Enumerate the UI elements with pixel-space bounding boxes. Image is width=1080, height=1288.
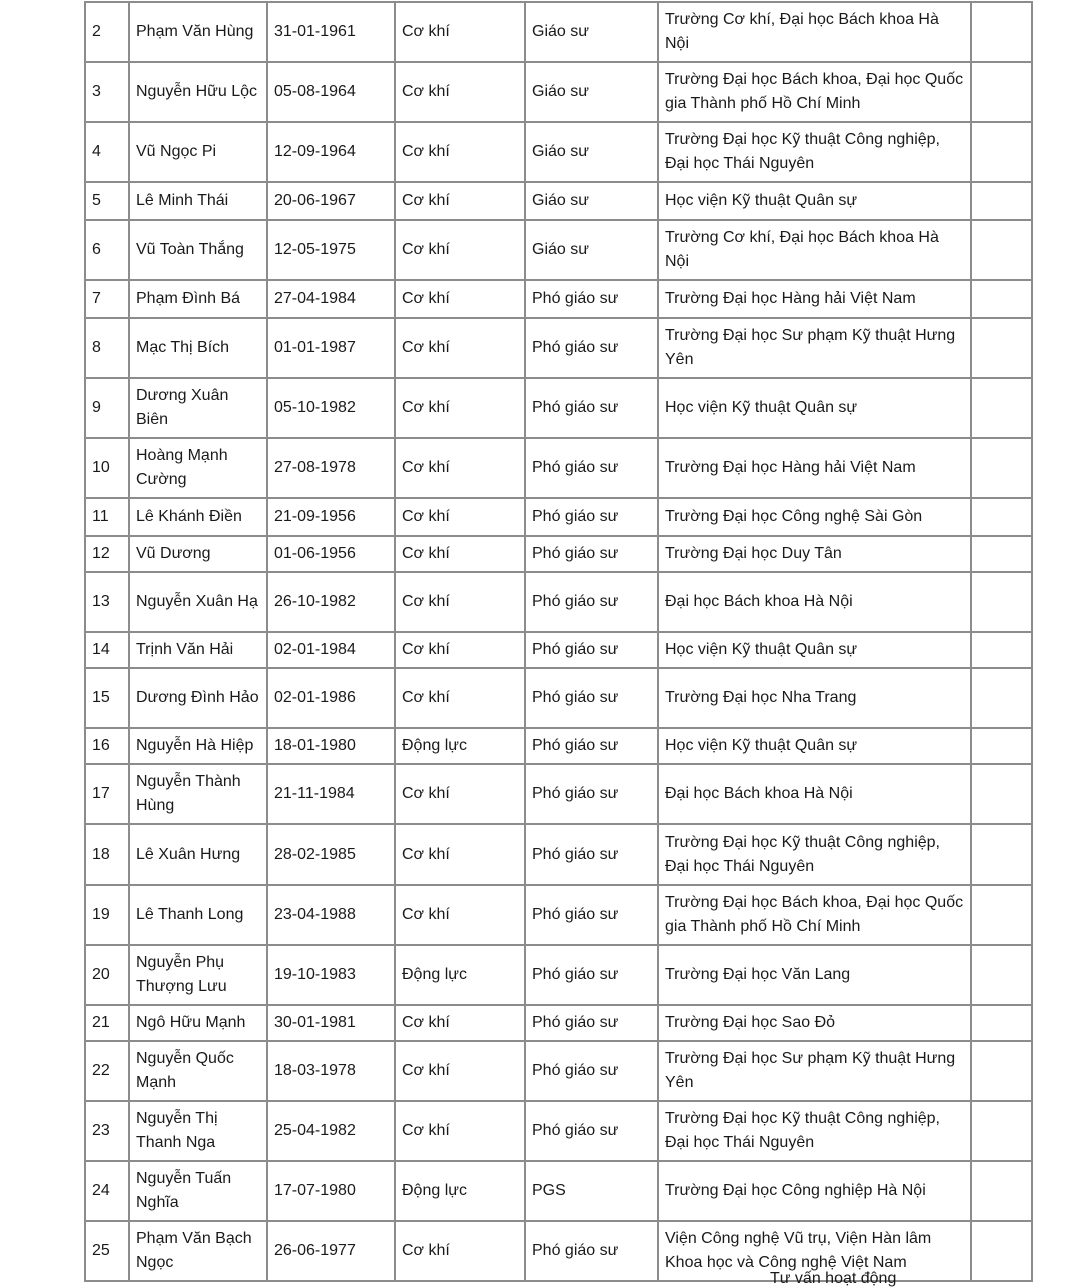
- field-cell: Động lực: [395, 728, 525, 764]
- institution-cell: Học viện Kỹ thuật Quân sự: [658, 182, 971, 220]
- academic-title-cell: Phó giáo sư: [525, 632, 658, 668]
- table-row: [85, 632, 1032, 668]
- academic-title-cell: Giáo sư: [525, 182, 658, 220]
- academic-title-cell: Phó giáo sư: [525, 1005, 658, 1041]
- field-cell: Động lực: [395, 945, 525, 1005]
- table-row: [85, 438, 1032, 498]
- academic-title-cell: Phó giáo sư: [525, 1101, 658, 1161]
- birth-date-cell: 18-01-1980: [267, 728, 395, 764]
- field-cell: Động lực: [395, 1161, 525, 1221]
- row-number-cell: 19: [85, 885, 129, 945]
- field-cell: Cơ khí: [395, 122, 525, 182]
- table-row: [85, 1041, 1032, 1101]
- field-cell: Cơ khí: [395, 280, 525, 318]
- row-number-cell: 22: [85, 1041, 129, 1101]
- birth-date-cell: 01-01-1987: [267, 318, 395, 378]
- name-cell: Vũ Toàn Thắng: [129, 220, 267, 280]
- note-cell: [971, 122, 1032, 182]
- note-cell: [971, 536, 1032, 572]
- birth-date-cell: 26-06-1977: [267, 1221, 395, 1281]
- academic-title-cell: Phó giáo sư: [525, 1221, 658, 1281]
- table-row: [85, 1161, 1032, 1221]
- name-cell: Lê Minh Thái: [129, 182, 267, 220]
- academic-title-cell: Phó giáo sư: [525, 378, 658, 438]
- name-cell: Lê Xuân Hưng: [129, 824, 267, 885]
- row-number-cell: 2: [85, 2, 129, 62]
- field-cell: Cơ khí: [395, 764, 525, 824]
- footer-link-fragment[interactable]: Tư vấn hoạt động: [770, 1270, 897, 1287]
- note-cell: [971, 1005, 1032, 1041]
- birth-date-cell: 26-10-1982: [267, 572, 395, 632]
- table-row: [85, 318, 1032, 378]
- note-cell: [971, 764, 1032, 824]
- institution-cell: Trường Đại học Kỹ thuật Công nghiệp, Đại học Thái Nguyên: [658, 122, 971, 182]
- field-cell: Cơ khí: [395, 536, 525, 572]
- row-number-cell: 9: [85, 378, 129, 438]
- birth-date-cell: 17-07-1980: [267, 1161, 395, 1221]
- row-number-cell: 10: [85, 438, 129, 498]
- candidate-table-container: [84, 1, 1031, 1282]
- academic-title-cell: Giáo sư: [525, 122, 658, 182]
- table-row: [85, 182, 1032, 220]
- field-cell: Cơ khí: [395, 220, 525, 280]
- institution-cell: Trường Đại học Văn Lang: [658, 945, 971, 1005]
- institution-cell: Học viện Kỹ thuật Quân sự: [658, 632, 971, 668]
- row-number-cell: 6: [85, 220, 129, 280]
- table-row: [85, 122, 1032, 182]
- academic-title-cell: Phó giáo sư: [525, 280, 658, 318]
- academic-title-cell: Phó giáo sư: [525, 318, 658, 378]
- table-row: [85, 280, 1032, 318]
- birth-date-cell: 27-04-1984: [267, 280, 395, 318]
- institution-cell: Đại học Bách khoa Hà Nội: [658, 572, 971, 632]
- table-row: [85, 885, 1032, 945]
- birth-date-cell: 05-08-1964: [267, 62, 395, 122]
- institution-cell: Trường Đại học Sư phạm Kỹ thuật Hưng Yên: [658, 318, 971, 378]
- academic-title-cell: PGS: [525, 1161, 658, 1221]
- institution-cell: Đại học Bách khoa Hà Nội: [658, 764, 971, 824]
- note-cell: [971, 438, 1032, 498]
- table-row: [85, 378, 1032, 438]
- table-row: [85, 668, 1032, 728]
- note-cell: [971, 1221, 1032, 1281]
- row-number-cell: 15: [85, 668, 129, 728]
- row-number-cell: 18: [85, 824, 129, 885]
- note-cell: [971, 824, 1032, 885]
- institution-cell: Trường Cơ khí, Đại học Bách khoa Hà Nội: [658, 220, 971, 280]
- institution-cell: Trường Cơ khí, Đại học Bách khoa Hà Nội: [658, 2, 971, 62]
- name-cell: Mạc Thị Bích: [129, 318, 267, 378]
- birth-date-cell: 02-01-1984: [267, 632, 395, 668]
- candidate-table: [84, 1, 1033, 1282]
- field-cell: Cơ khí: [395, 824, 525, 885]
- row-number-cell: 3: [85, 62, 129, 122]
- academic-title-cell: Phó giáo sư: [525, 728, 658, 764]
- table-row: [85, 572, 1032, 632]
- academic-title-cell: Phó giáo sư: [525, 1041, 658, 1101]
- birth-date-cell: 05-10-1982: [267, 378, 395, 438]
- name-cell: Nguyễn Xuân Hạ: [129, 572, 267, 632]
- institution-cell: Trường Đại học Bách khoa, Đại học Quốc gia Thành phố Hồ Chí Minh: [658, 885, 971, 945]
- birth-date-cell: 28-02-1985: [267, 824, 395, 885]
- note-cell: [971, 1161, 1032, 1221]
- institution-cell: Học viện Kỹ thuật Quân sự: [658, 378, 971, 438]
- field-cell: Cơ khí: [395, 885, 525, 945]
- name-cell: Dương Đình Hảo: [129, 668, 267, 728]
- note-cell: [971, 1041, 1032, 1101]
- institution-cell: Trường Đại học Hàng hải Việt Nam: [658, 280, 971, 318]
- academic-title-cell: Phó giáo sư: [525, 885, 658, 945]
- note-cell: [971, 378, 1032, 438]
- name-cell: Nguyễn Tuấn Nghĩa: [129, 1161, 267, 1221]
- birth-date-cell: 12-09-1964: [267, 122, 395, 182]
- institution-cell: Trường Đại học Hàng hải Việt Nam: [658, 438, 971, 498]
- name-cell: Nguyễn Phụ Thượng Lưu: [129, 945, 267, 1005]
- birth-date-cell: 18-03-1978: [267, 1041, 395, 1101]
- name-cell: Vũ Dương: [129, 536, 267, 572]
- note-cell: [971, 945, 1032, 1005]
- institution-cell: Trường Đại học Sư phạm Kỹ thuật Hưng Yên: [658, 1041, 971, 1101]
- note-cell: [971, 62, 1032, 122]
- academic-title-cell: Phó giáo sư: [525, 668, 658, 728]
- institution-cell: Học viện Kỹ thuật Quân sự: [658, 728, 971, 764]
- name-cell: Lê Khánh Điền: [129, 498, 267, 536]
- institution-cell: Trường Đại học Kỹ thuật Công nghiệp, Đại học Thái Nguyên: [658, 824, 971, 885]
- row-number-cell: 5: [85, 182, 129, 220]
- field-cell: Cơ khí: [395, 668, 525, 728]
- field-cell: Cơ khí: [395, 182, 525, 220]
- birth-date-cell: 02-01-1986: [267, 668, 395, 728]
- birth-date-cell: 23-04-1988: [267, 885, 395, 945]
- note-cell: [971, 572, 1032, 632]
- note-cell: [971, 2, 1032, 62]
- row-number-cell: 14: [85, 632, 129, 668]
- name-cell: Ngô Hữu Mạnh: [129, 1005, 267, 1041]
- field-cell: Cơ khí: [395, 498, 525, 536]
- table-row: [85, 220, 1032, 280]
- note-cell: [971, 498, 1032, 536]
- note-cell: [971, 668, 1032, 728]
- institution-cell: Trường Đại học Công nghiệp Hà Nội: [658, 1161, 971, 1221]
- candidate-table-body: [85, 2, 1032, 1281]
- row-number-cell: 7: [85, 280, 129, 318]
- row-number-cell: 21: [85, 1005, 129, 1041]
- academic-title-cell: Phó giáo sư: [525, 945, 658, 1005]
- row-number-cell: 16: [85, 728, 129, 764]
- name-cell: Trịnh Văn Hải: [129, 632, 267, 668]
- row-number-cell: 11: [85, 498, 129, 536]
- institution-cell: Trường Đại học Bách khoa, Đại học Quốc gia Thành phố Hồ Chí Minh: [658, 62, 971, 122]
- field-cell: Cơ khí: [395, 1041, 525, 1101]
- table-row: [85, 764, 1032, 824]
- name-cell: Phạm Đình Bá: [129, 280, 267, 318]
- table-row: [85, 1101, 1032, 1161]
- row-number-cell: 4: [85, 122, 129, 182]
- note-cell: [971, 318, 1032, 378]
- name-cell: Phạm Văn Bạch Ngọc: [129, 1221, 267, 1281]
- table-row: [85, 62, 1032, 122]
- birth-date-cell: 31-01-1961: [267, 2, 395, 62]
- note-cell: [971, 280, 1032, 318]
- academic-title-cell: Giáo sư: [525, 62, 658, 122]
- table-row: [85, 498, 1032, 536]
- birth-date-cell: 19-10-1983: [267, 945, 395, 1005]
- academic-title-cell: Phó giáo sư: [525, 572, 658, 632]
- row-number-cell: 25: [85, 1221, 129, 1281]
- table-row: [85, 2, 1032, 62]
- table-row: [85, 824, 1032, 885]
- table-row: [85, 536, 1032, 572]
- name-cell: Nguyễn Hữu Lộc: [129, 62, 267, 122]
- name-cell: Nguyễn Hà Hiệp: [129, 728, 267, 764]
- field-cell: Cơ khí: [395, 1005, 525, 1041]
- note-cell: [971, 632, 1032, 668]
- birth-date-cell: 12-05-1975: [267, 220, 395, 280]
- birth-date-cell: 21-09-1956: [267, 498, 395, 536]
- table-row: [85, 728, 1032, 764]
- name-cell: Nguyễn Thành Hùng: [129, 764, 267, 824]
- institution-cell: Viện Công nghệ Vũ trụ, Viện Hàn lâm Khoa học và Công nghệ Việt Nam: [658, 1221, 971, 1281]
- field-cell: Cơ khí: [395, 378, 525, 438]
- birth-date-cell: 30-01-1981: [267, 1005, 395, 1041]
- academic-title-cell: Giáo sư: [525, 220, 658, 280]
- note-cell: [971, 182, 1032, 220]
- row-number-cell: 23: [85, 1101, 129, 1161]
- table-row: [85, 945, 1032, 1005]
- institution-cell: Trường Đại học Công nghệ Sài Gòn: [658, 498, 971, 536]
- name-cell: Nguyễn Quốc Mạnh: [129, 1041, 267, 1101]
- note-cell: [971, 728, 1032, 764]
- row-number-cell: 24: [85, 1161, 129, 1221]
- note-cell: [971, 220, 1032, 280]
- birth-date-cell: 01-06-1956: [267, 536, 395, 572]
- name-cell: Phạm Văn Hùng: [129, 2, 267, 62]
- field-cell: Cơ khí: [395, 1101, 525, 1161]
- academic-title-cell: Giáo sư: [525, 2, 658, 62]
- note-cell: [971, 1101, 1032, 1161]
- academic-title-cell: Phó giáo sư: [525, 498, 658, 536]
- field-cell: Cơ khí: [395, 62, 525, 122]
- institution-cell: Trường Đại học Nha Trang: [658, 668, 971, 728]
- name-cell: Hoàng Mạnh Cường: [129, 438, 267, 498]
- row-number-cell: 20: [85, 945, 129, 1005]
- academic-title-cell: Phó giáo sư: [525, 764, 658, 824]
- table-row: [85, 1005, 1032, 1041]
- academic-title-cell: Phó giáo sư: [525, 536, 658, 572]
- name-cell: Lê Thanh Long: [129, 885, 267, 945]
- academic-title-cell: Phó giáo sư: [525, 438, 658, 498]
- birth-date-cell: 27-08-1978: [267, 438, 395, 498]
- row-number-cell: 13: [85, 572, 129, 632]
- field-cell: Cơ khí: [395, 318, 525, 378]
- row-number-cell: 12: [85, 536, 129, 572]
- birth-date-cell: 25-04-1982: [267, 1101, 395, 1161]
- row-number-cell: 8: [85, 318, 129, 378]
- field-cell: Cơ khí: [395, 632, 525, 668]
- field-cell: Cơ khí: [395, 1221, 525, 1281]
- birth-date-cell: 20-06-1967: [267, 182, 395, 220]
- name-cell: Dương Xuân Biên: [129, 378, 267, 438]
- institution-cell: Trường Đại học Kỹ thuật Công nghiệp, Đại học Thái Nguyên: [658, 1101, 971, 1161]
- field-cell: Cơ khí: [395, 2, 525, 62]
- note-cell: [971, 885, 1032, 945]
- academic-title-cell: Phó giáo sư: [525, 824, 658, 885]
- name-cell: Nguyễn Thị Thanh Nga: [129, 1101, 267, 1161]
- institution-cell: Trường Đại học Duy Tân: [658, 536, 971, 572]
- row-number-cell: 17: [85, 764, 129, 824]
- field-cell: Cơ khí: [395, 438, 525, 498]
- institution-cell: Trường Đại học Sao Đỏ: [658, 1005, 971, 1041]
- name-cell: Vũ Ngọc Pi: [129, 122, 267, 182]
- field-cell: Cơ khí: [395, 572, 525, 632]
- birth-date-cell: 21-11-1984: [267, 764, 395, 824]
